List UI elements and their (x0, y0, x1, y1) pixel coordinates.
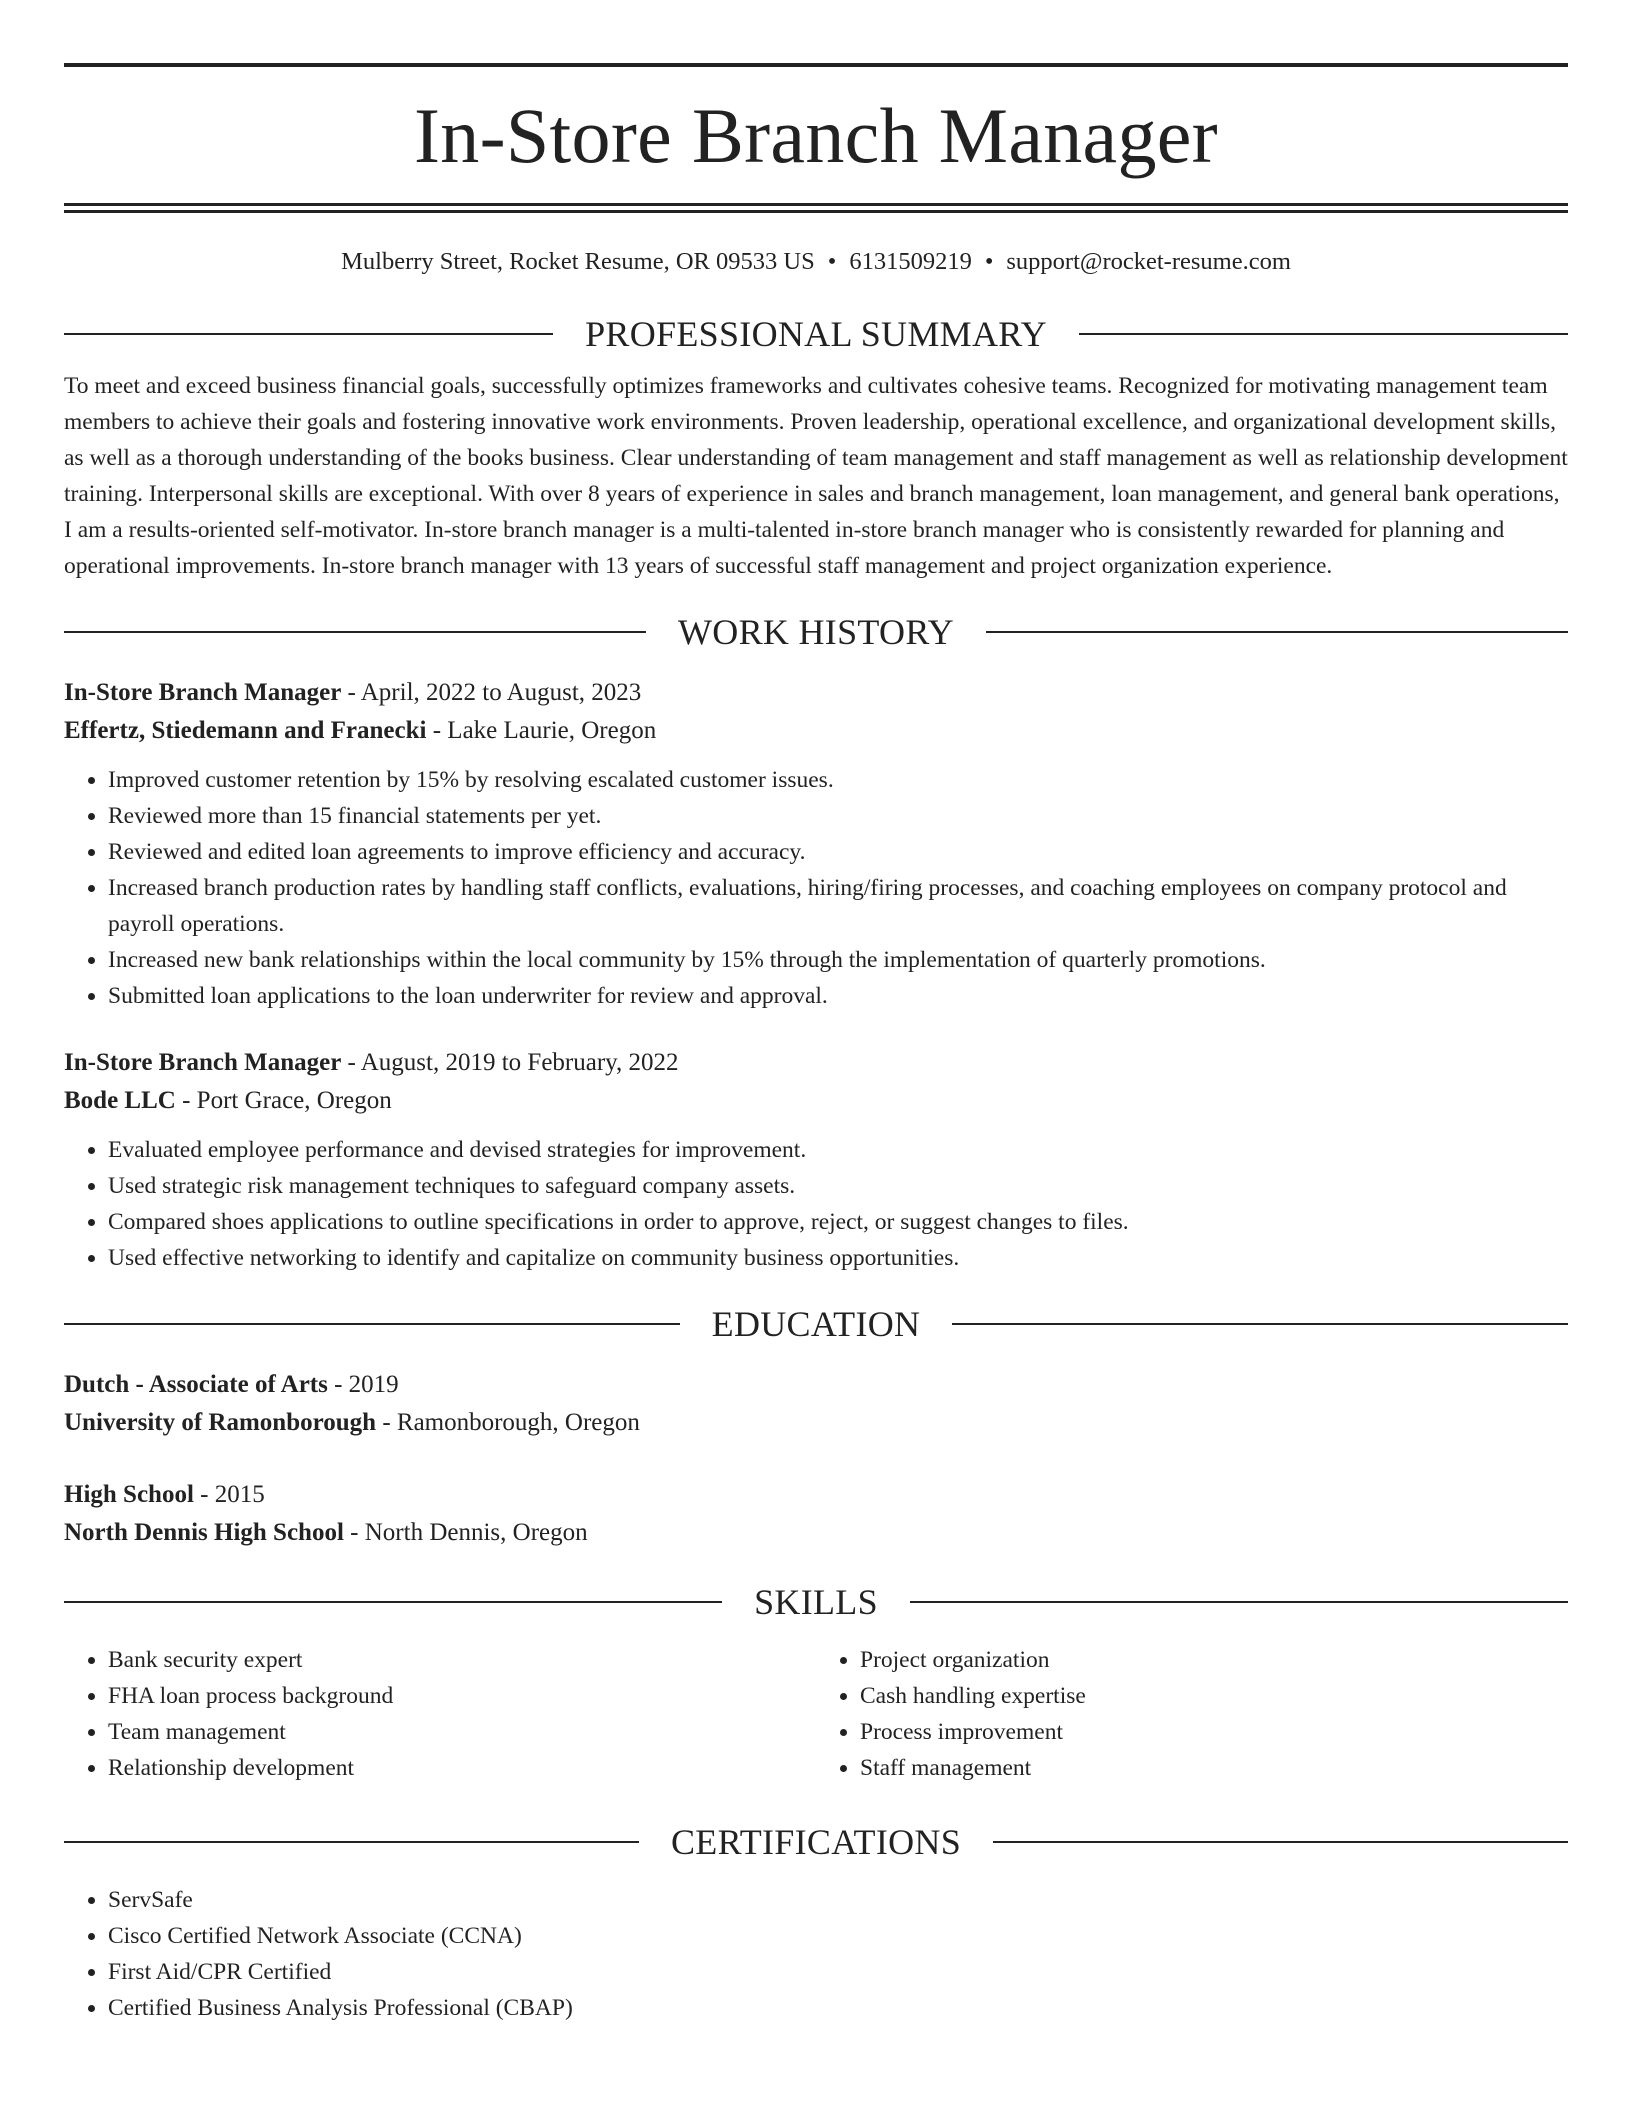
heading-rule-left (64, 333, 553, 335)
list-item: • Reviewed more than 15 financial statements per yet. (108, 798, 1568, 834)
list-item: • Bank security expert (108, 1642, 816, 1678)
list-item: • Staff management (860, 1750, 1568, 1786)
list-item: • Submitted loan applications to the loan underwriter for review and approval. (108, 978, 1568, 1014)
skills-list-right (816, 1642, 1568, 1786)
job-bullets (64, 762, 1568, 1014)
heading-rule-right (910, 1601, 1568, 1603)
job-entry (64, 1044, 1568, 1276)
list-item: • Evaluated employee performance and devised strategies for improvement. (108, 1132, 1568, 1168)
heading-rule-left (64, 1323, 680, 1325)
education-school-line (64, 1404, 1568, 1442)
job-location: - Port Grace, Oregon (175, 1087, 392, 1115)
contact-email: support@rocket-resume.com (1006, 248, 1291, 275)
job-company-line (64, 1082, 1568, 1120)
certifications-heading (64, 1822, 1568, 1863)
job-title: In-Store Branch Manager (64, 679, 342, 707)
certifications-list (64, 1882, 1568, 2026)
resume-page (64, 0, 1568, 2026)
section-title: CERTIFICATIONS (670, 1822, 962, 1863)
list-item: • Certified Business Analysis Professional (CBAP) (108, 1990, 1568, 2026)
section-title: WORK HISTORY (678, 612, 954, 653)
contact-separator: • (984, 248, 994, 275)
heading-rule-right (952, 1323, 1568, 1325)
education-school-line (64, 1514, 1568, 1552)
job-dates: - April, 2022 to August, 2023 (341, 679, 642, 707)
list-item: • Increased new bank relationships within the local community by 15% through the implementation of quarterly promotions. (108, 942, 1568, 978)
section-title: SKILLS (754, 1582, 878, 1623)
education-location: - North Dennis, Oregon (343, 1519, 588, 1547)
heading-rule-right (993, 1841, 1568, 1843)
list-item: • Improved customer retention by 15% by resolving escalated customer issues. (108, 762, 1568, 798)
education-entry (64, 1366, 1568, 1442)
education-year: - 2019 (327, 1371, 399, 1399)
list-item: • Used strategic risk management techniques to safeguard company assets. (108, 1168, 1568, 1204)
education-degree: Dutch - Associate of Arts (64, 1371, 328, 1399)
education-degree-line (64, 1476, 1568, 1514)
heading-rule-left (64, 631, 646, 633)
contact-address: Mulberry Street, Rocket Resume, OR 09533 US (341, 248, 815, 275)
top-divider (64, 63, 1568, 67)
list-item: • Process improvement (860, 1714, 1568, 1750)
list-item: • Compared shoes applications to outline specifications in order to approve, reject, or suggest changes to files. (108, 1204, 1568, 1240)
education-location: - Ramonborough, Oregon (376, 1409, 640, 1437)
job-dates: - August, 2019 to February, 2022 (341, 1049, 679, 1077)
job-company-line (64, 712, 1568, 750)
heading-rule-right (986, 631, 1568, 633)
list-item: • Team management (108, 1714, 816, 1750)
job-entry (64, 674, 1568, 1014)
job-bullets (64, 1132, 1568, 1276)
job-title: In-Store Branch Manager (64, 1049, 342, 1077)
education-school: North Dennis High School (64, 1519, 344, 1547)
education-heading (64, 1304, 1568, 1345)
list-item: • Project organization (860, 1642, 1568, 1678)
heading-rule-right (1079, 333, 1568, 335)
list-item: • Cash handling expertise (860, 1678, 1568, 1714)
education-degree-line (64, 1366, 1568, 1404)
education-school: University of Ramonborough (64, 1409, 377, 1437)
skills-columns (64, 1642, 1568, 1786)
section-title: PROFESSIONAL SUMMARY (585, 314, 1047, 355)
job-company: Effertz, Stiedemann and Franecki (64, 717, 427, 745)
job-location: - Lake Laurie, Oregon (426, 717, 657, 745)
work-history-heading (64, 612, 1568, 653)
list-item: • Reviewed and edited loan agreements to improve efficiency and accuracy. (108, 834, 1568, 870)
list-item: • First Aid/CPR Certified (108, 1954, 1568, 1990)
job-company: Bode LLC (64, 1087, 176, 1115)
skills-list-left (64, 1642, 816, 1786)
job-title-line (64, 674, 1568, 712)
education-year: - 2015 (193, 1481, 265, 1509)
heading-rule-left (64, 1601, 722, 1603)
education-degree: High School (64, 1481, 194, 1509)
heading-rule-left (64, 1841, 639, 1843)
education-entry (64, 1476, 1568, 1552)
summary-heading (64, 314, 1568, 355)
job-title-line (64, 1044, 1568, 1082)
list-item: • FHA loan process background (108, 1678, 816, 1714)
contact-line (64, 247, 1568, 276)
list-item: • Cisco Certified Network Associate (CCNA) (108, 1918, 1568, 1954)
list-item: • Increased branch production rates by handling staff conflicts, evaluations, hiring/firing processes, and coaching employees on company protocol and payroll operations. (108, 870, 1568, 942)
contact-separator: • (827, 248, 837, 275)
list-item: • ServSafe (108, 1882, 1568, 1918)
list-item: • Used effective networking to identify and capitalize on community business opportunities. (108, 1240, 1568, 1276)
candidate-name: In-Store Branch Manager (414, 92, 1218, 179)
section-title: EDUCATION (711, 1304, 921, 1345)
contact-phone: 6131509219 (849, 248, 972, 275)
header-double-divider (64, 203, 1568, 213)
summary-paragraph: To meet and exceed business financial goals, successfully optimizes frameworks and cultivates cohesive teams. Recognized for motivating management team members to achieve their goals and fostering innovative work environments. Proven leadership, operational excellence, and organizational development skills, as well as a thorough understanding of the books business. Clear understanding of team management and staff management as well as relationship development training. Interpersonal skills are exceptional. With over 8 years of experience in sales and branch management, loan management, and general bank operations, I am a results-oriented self-motivator. In-store branch manager is a multi-talented in-store branch manager who is consistently rewarded for planning and operational improvements. In-store branch manager with 13 years of successful staff management and project organization experience. (64, 373, 1568, 580)
skills-heading (64, 1582, 1568, 1623)
list-item: • Relationship development (108, 1750, 816, 1786)
